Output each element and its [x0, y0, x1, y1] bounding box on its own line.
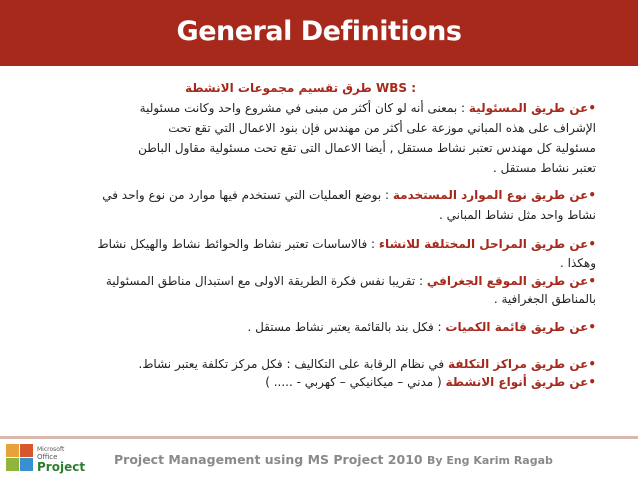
bullet-icon: •: [588, 375, 596, 389]
item-geo-head: عن طريق الموقع الجغرافي: [426, 274, 589, 288]
footer-course: Project Management using MS Project 2010: [114, 452, 423, 467]
item-stages-line1: [98, 237, 596, 251]
bullet-icon: •: [588, 274, 596, 288]
item-qty-line1: [248, 320, 596, 334]
ms-project-logo: [6, 440, 94, 476]
item-responsibility-line1: [140, 101, 596, 115]
item-cost-text1: في نظام الرقابة على التكاليف : فكل مركز تكلفة يعتبر نشاط.: [138, 357, 445, 371]
item-stages-text1: : فالاساسات تعتبر نشاط والحوائط نشاط والهيكل نشاط: [97, 237, 376, 251]
bullet-icon: •: [588, 237, 596, 251]
item-responsibility-head: عن طريق المسئولية: [468, 101, 589, 115]
item-qty-head: عن طريق قائمة الكميات: [445, 320, 589, 334]
bullet-icon: •: [588, 188, 596, 202]
slide-title: General Definitions: [176, 16, 462, 47]
logo-brand: Microsoft: [37, 446, 65, 453]
bullet-icon: •: [588, 101, 596, 115]
item-cost-head: عن طريق مراكز التكلفة: [447, 357, 589, 371]
item-stages-line2: وهكذا .: [559, 256, 596, 270]
item-resources-line2: نشاط واحد مثل نشاط المباني .: [438, 208, 596, 222]
item-geo-text1: : تقريبا نفس فكرة الطريقة الاولى مع استبدال مناطق المسئولية: [105, 274, 424, 288]
logo-office: Office: [37, 453, 58, 461]
item-types-text1: ( مدني – ميكانيكي – كهربي - ..... ): [265, 375, 442, 389]
office-logo-icon: [6, 444, 33, 471]
item-cost-line1: [139, 357, 596, 371]
footer-divider: [0, 436, 638, 439]
item-types-head: عن طريق أنواع الانشطة: [445, 375, 589, 389]
item-responsibility-line2: الإشراف على هذه المباني موزعة على أكثر من مهندس فإن بنود الاعمال التي تقع تحت: [168, 121, 596, 135]
item-types-line1: [265, 375, 596, 389]
footer-text: [114, 452, 553, 467]
item-responsibility-line3: مسئولية كل مهندس تعتبر نشاط مستقل , أيضا الاعمال التى تقع تحت مسئولية مقاول الباطن: [138, 141, 596, 155]
item-qty-text1: : فكل بند بالقائمة يعتبر نشاط مستقل .: [247, 320, 442, 334]
logo-product: Project: [37, 460, 86, 474]
bullet-icon: •: [588, 357, 596, 371]
bullet-icon: •: [588, 320, 596, 334]
item-resources-head: عن طريق نوع الموارد المستخدمة: [392, 188, 589, 202]
item-geo-line2: بالمناطق الجغرافية .: [493, 292, 596, 306]
item-responsibility-line4: تعتبر نشاط مستقل .: [493, 161, 596, 175]
item-resources-line1: [102, 188, 596, 202]
footer-author: By Eng Karim Ragab: [426, 454, 553, 467]
item-geo-line1: [106, 274, 596, 288]
wbs-heading: : WBS طرق تقسيم مجموعات الانشطة: [184, 81, 416, 95]
item-resources-text1: : بوضع العمليات التي تستخدم فيها موارد من نوع واحد في: [102, 188, 390, 202]
item-stages-head: عن طريق المراحل المختلفة للانشاء: [378, 237, 589, 251]
item-responsibility-text1: : بمعنى أنه لو كان أكثر من مبنى في مشروع واحد وكانت مسئولية: [139, 101, 466, 115]
